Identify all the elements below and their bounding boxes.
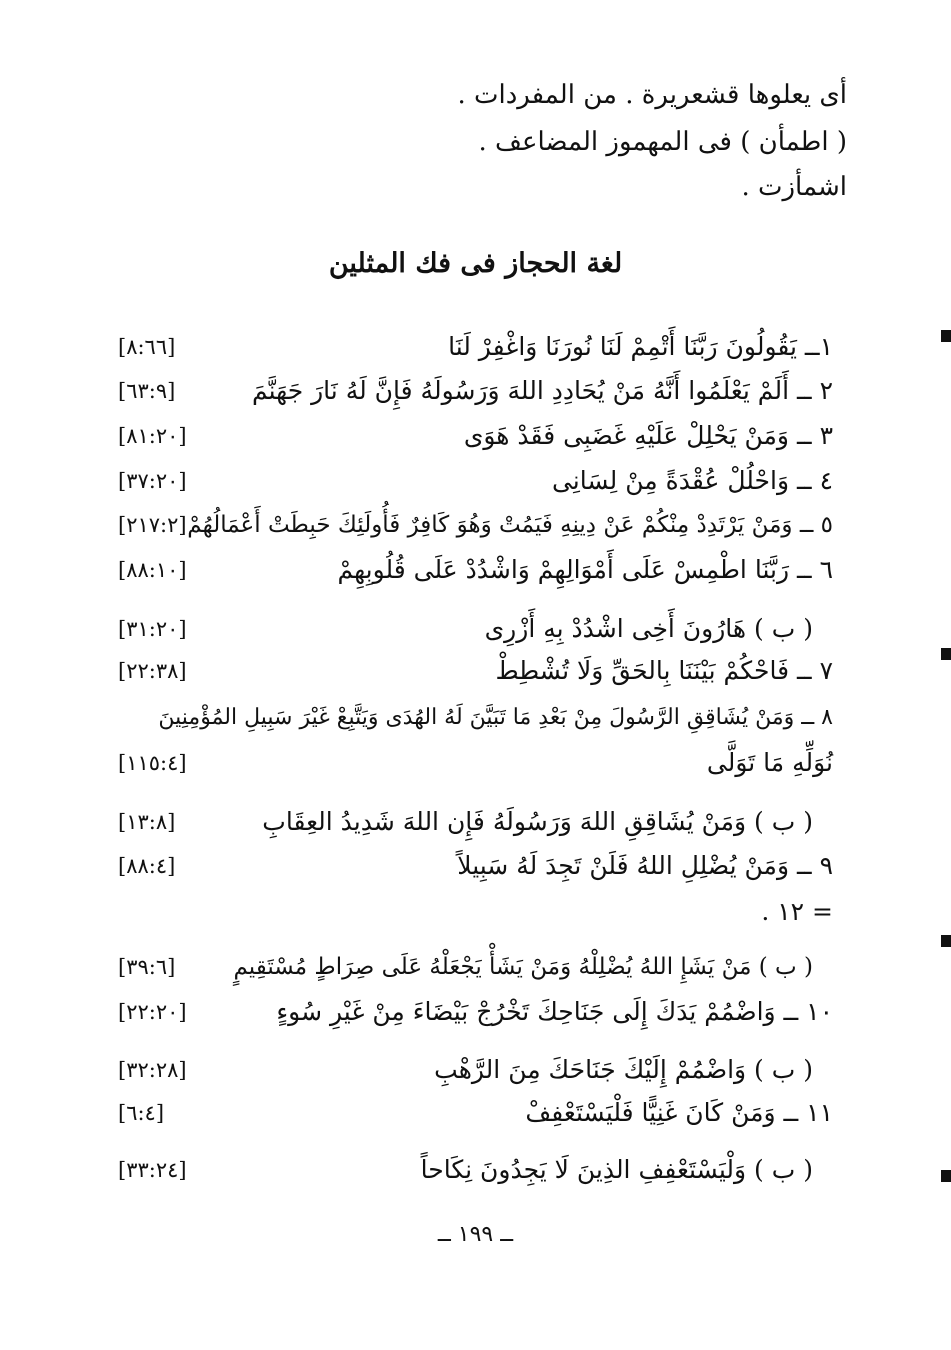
verse-text: ( ب ) وَاضْمُمْ إِلَيْكَ جَنَاحَكَ مِنَ الرَّهْبِ [434,1055,813,1084]
verse-text: نُوَلِّهِ مَا تَوَلَّى [706,748,833,777]
page-number: ــ ١٩٩ ــ [437,1222,514,1247]
scan-mark [941,330,951,342]
verse-reference: [٨٨:٤] [118,854,176,878]
verse-text: ٧ ــ فَاحْكُمْ بَيْنَنَا بِالحَقِّ وَلَا تُشْطِطْ [495,656,833,685]
verse-reference: [٣٩:٦] [118,955,176,979]
verse-text: ١٠ ــ وَاضْمُمْ يَدَكَ إِلَى جَنَاحِكَ تَخْرُجْ بَيْضَاءَ مِنْ غَيْرِ سُوءٍ [276,997,833,1026]
verse-text: ٤ ــ وَاحْلُلْ عُقْدَةً مِنْ لِسَانِى [551,466,833,495]
scan-mark [941,648,951,660]
verse-text: ( ب ) هَارُونَ أَخِى اشْدُدْ بِهِ أَزْرِى [484,614,813,643]
verse-text: ٢ ــ أَلَمْ يَعْلَمُوا أَنَّهُ مَنْ يُحَادِدِ اللهَ وَرَسُولَهُ فَإِنَّ لَهُ نَارَ جَهَنَّمَ [252,376,833,405]
scan-mark [941,1170,951,1182]
verse-reference: [٦٣:٩] [118,379,176,403]
verse-reference: [٣٣:٢٤] [118,1158,187,1182]
verse-text: = ١٢ . [761,897,833,926]
intro-line: أى يعلوها قشعريرة . من المفردات . [457,80,847,110]
verse-reference: [٨٨:١٠] [118,558,187,582]
verse-reference: [٨١:٢٠] [118,424,187,448]
verse-reference: [١١٥:٤] [118,751,187,775]
verse-reference: [٦:٤] [118,1101,165,1125]
verse-reference: [٣١:٢٠] [118,617,187,641]
verse-reference: [٢١٧:٢] [118,513,187,537]
verse-text: ٣ ــ وَمَنْ يَحْلِلْ عَلَيْهِ غَضَبِى فَقَدْ هَوَى [463,421,833,450]
verse-reference: [٣٢:٢٨] [118,1058,187,1082]
verse-text: ( ب ) مَنْ يَشَإِ اللهُ يُضْلِلْهُ وَمَنْ يَشَأْ يَجْعَلْهُ عَلَى صِرَاطٍ مُسْتَقِيمٍ [233,954,813,980]
scan-mark [941,935,951,947]
verse-reference: [١٣:٨] [118,810,176,834]
verse-reference: [٣٧:٢٠] [118,469,187,493]
verse-reference: [٢٢:٣٨] [118,659,187,683]
intro-line: ( اطمأن ) فى المهموز المضاعف . [478,127,847,157]
verse-text: ٩ ــ وَمَنْ يُضْلِلِ اللهُ فَلَنْ تَجِدَ لَهُ سَبِيلاً [457,851,833,880]
verse-text: ١١ ــ وَمَنْ كَانَ غَنِيًّا فَلْيَسْتَعْفِفْ [525,1098,833,1127]
verse-text: ٨ ــ وَمَنْ يُشَاقِقِ الرَّسُولَ مِنْ بَعْدِ مَا تَبَيَّنَ لَهُ الهُدَى وَيَتَّبِعْ غَيْرَ سَبِيلِ المُؤْمِنِينَ [158,705,833,730]
intro-line: اشمأزت . [741,172,847,202]
verse-reference: [٨:٦٦] [118,335,176,359]
verse-reference: [٢٢:٢٠] [118,1000,187,1024]
section-title: لغة الحجاز فى فك المثلين [328,248,623,279]
verse-text: ٥ ــ وَمَنْ يَرْتَدِدْ مِنْكُمْ عَنْ دِينِهِ فَيَمُتْ وَهُوَ كَافِرٌ فَأُولَئِكَ حَبِطَتْ أَعْمَالُهُمْ [187,512,833,538]
verse-text: ٦ ــ رَبَّنَا اطْمِسْ عَلَى أَمْوَالِهِمْ وَاشْدُدْ عَلَى قُلُوبِهِمْ [337,555,833,584]
verse-text: ( ب ) وَلْيَسْتَعْفِفِ الذِينَ لَا يَجِدُونَ نِكَاحاً [420,1155,813,1184]
verse-text: ( ب ) وَمَنْ يُشَاقِقِ اللهَ وَرَسُولَهُ فَإِن اللهَ شَدِيدُ العِقَابِ [262,807,813,836]
verse-text: ١ــ يَقُولُونَ رَبَّنَا أَتْمِمْ لَنَا نُورَنَا وَاغْفِرْ لَنَا [448,332,833,361]
